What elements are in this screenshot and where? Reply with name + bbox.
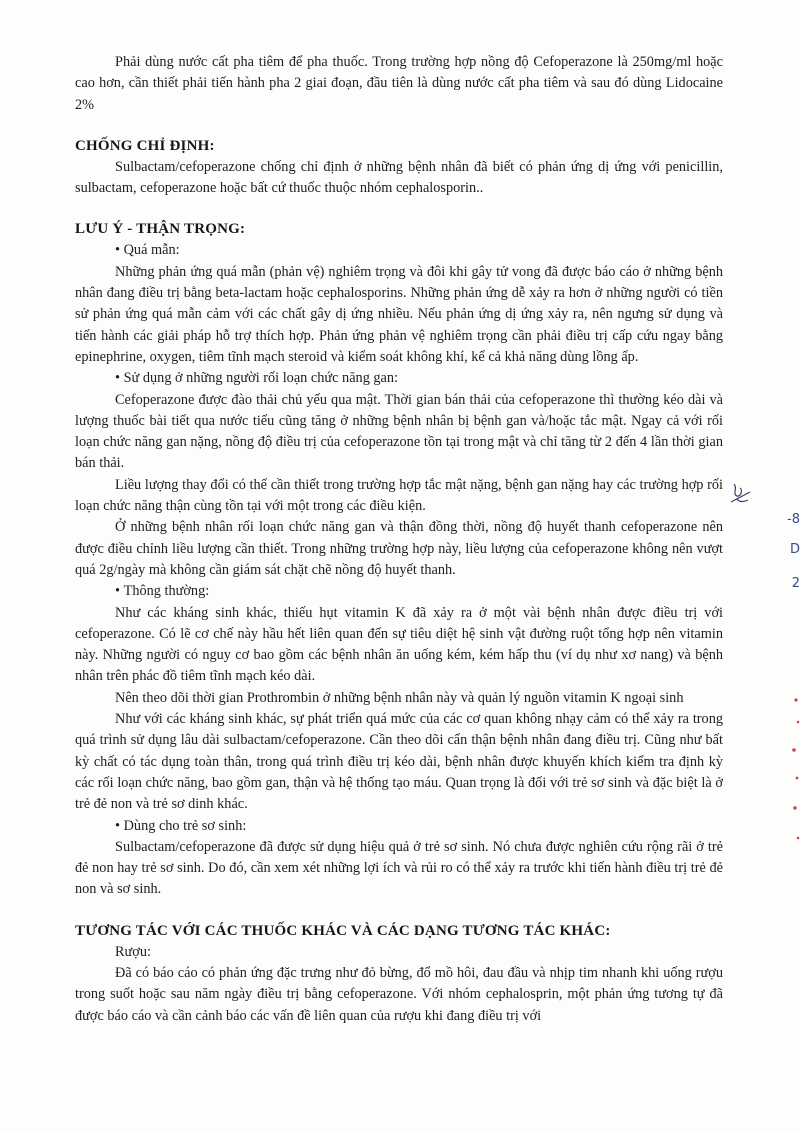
label-alcohol: Rượu: bbox=[115, 943, 151, 960]
paragraph-contraindications: Sulbactam/cefoperazone chống chỉ định ở những bệnh nhân đã biết có phản ứng dị ứng với penicillin, sulbactam, cefoperazone hoặc bất cứ thuốc thuộc nhóm cephalosporin.. bbox=[75, 158, 723, 197]
bullet-liver-dysfunction: • Sử dụng ở những người rối loạn chức năng gan: bbox=[75, 368, 723, 389]
paragraph-liver-2: Liều lượng thay đổi có thể cần thiết trong trường hợp tắc mật nặng, bệnh gan nặng hay các trường hợp rối loạn chức năng thận cùng tồn tại với một trong các điều kiện. bbox=[75, 476, 723, 515]
paragraph-neonates: Sulbactam/cefoperazone đã được sử dụng hiệu quả ở trẻ sơ sinh. Nó chưa được nghiên cứu rộng rãi ở trẻ đẻ non hay trẻ sơ sinh. Do đó, cần xem xét những lợi ích và rủi ro có thể xảy ra trước khi tiến hành điều trị trẻ đẻ non và sơ sinh. bbox=[75, 838, 723, 898]
stamp-mark-1: -8 bbox=[787, 512, 800, 527]
paragraph-general-2: Nên theo dõi thời gian Prothrombin ở những bệnh nhân này và quản lý nguồn vitamin K ngoại sinh bbox=[115, 689, 684, 706]
paragraph-hypersensitivity: Những phản ứng quá mẫn (phản vệ) nghiêm trọng và đôi khi gây tử vong đã được báo cáo ở những bệnh nhân đang điều trị bằng beta-lactam hoặc cephalosporins. Những phản ứng dễ xảy ra hơn ở những người có tiền sử phản ứng quá mẫn cảm với các chất gây dị ứng nhiều. Nếu phản ứng dị ứng xảy ra, nên ngưng sử dụng và tiến hành các giải pháp hỗ trợ thích hợp. Phản ứng phản vệ nghiêm trọng cần phải điều trị cấp cứu ngay bằng epinephrine, oxygen, tiêm tĩnh mạch steroid và kiểm soát không khí, kể cả khả năng dùng lồng ấp. bbox=[75, 263, 723, 365]
bullet-neonates: • Dùng cho trẻ sơ sinh: bbox=[75, 816, 723, 837]
heading-interactions: TƯƠNG TÁC VỚI CÁC THUỐC KHÁC VÀ CÁC DẠNG TƯƠNG TÁC KHÁC: bbox=[75, 922, 611, 939]
paragraph-general-3: Như với các kháng sinh khác, sự phát triển quá mức của các cơ quan không nhạy cảm có thể xảy ra trong quá trình sử dụng lâu dài sulbactam/cefoperazone. Cần theo dõi cẩn thận bệnh nhân đang điều trị. Cũng như bất kỳ chất có tác dụng toàn thân, trong quá trình điều trị kéo dài, bệnh nhân được khuyến khích kiểm tra định kỳ các rối loạn chức năng, bao gồm gan, thận và hệ thống tạo máu. Quan trọng là đối với trẻ sơ sinh và đặc biệt là ở trẻ đẻ non và trẻ sơ dinh khác. bbox=[75, 711, 723, 813]
red-stamp-fragment bbox=[782, 690, 800, 860]
paragraph-general-1: Như các kháng sinh khác, thiếu hụt vitamin K đã xảy ra ở một vài bệnh nhân được điều trị với cefoperazone. Có lẽ cơ chế này hầu hết liên quan đến sự tiêu diệt hệ sinh vật đường ruột tổng hợp nên vitamin này. Những người có nguy cơ bao gồm các bệnh nhân ăn uống kém, kém hấp thu (ví dụ như xơ nang) và bệnh nhân trên phác đồ tiêm tĩnh mạch kéo dài. bbox=[75, 604, 723, 685]
paragraph-liver-3: Ở những bệnh nhân rối loạn chức năng gan và thận đồng thời, nồng độ huyết thanh cefoperazone nên được điều chỉnh liều lượng cần thiết. Trong những trường hợp này, liều lượng của cefoperazone không nên vượt quá 2g/ngày mà không cần giám sát chặt chẽ nồng độ huyết thanh. bbox=[75, 519, 723, 578]
paragraph-alcohol: Đã có báo cáo có phản ứng đặc trưng như đỏ bừng, đổ mồ hôi, đau đầu và nhịp tim nhanh khi uống rượu trong suốt hoặc sau năm ngày điều trị bằng cefoperazone. Với nhóm cephalosprin, một phản ứng tương tự đã được báo cáo và cần cảnh báo các vấn đề liên quan của rượu khi đang điều trị với bbox=[75, 964, 723, 1024]
handwritten-initials bbox=[728, 480, 752, 506]
stamp-mark-3: 2 bbox=[791, 576, 800, 591]
heading-contraindications: CHỐNG CHỈ ĐỊNH: bbox=[75, 137, 215, 154]
stamp-mark-2: D bbox=[789, 542, 800, 557]
bullet-general: • Thông thường: bbox=[75, 581, 723, 602]
paragraph-reconstitution: Phải dùng nước cất pha tiêm để pha thuốc. Trong trường hợp nồng độ Cefoperazone là 250mg/ml hoặc cao hơn, cần thiết phải tiến hành pha 2 giai đoạn, đầu tiên là dùng nước cất pha tiêm và sau đó dùng Lidocaine 2% bbox=[75, 54, 723, 113]
heading-precautions: LƯU Ý - THẬN TRỌNG: bbox=[75, 221, 246, 238]
document-page bbox=[75, 52, 723, 1027]
paragraph-liver-1: Cefoperazone được đào thải chủ yếu qua mật. Thời gian bán thải của cefoperazone thì thường kéo dài và lượng thuốc bài tiết qua nước tiểu cũng tăng ở những bệnh nhân bị bệnh gan và/hoặc tắc mật. Ngay cả với rối loạn chức năng gan nặng, nồng độ điều trị của cefoperazone tồn tại trong mật và chỉ tăng từ 2 đến 4 lần thời gian bán thải. bbox=[75, 391, 723, 472]
bullet-hypersensitivity: • Quá mẫn: bbox=[75, 240, 723, 261]
